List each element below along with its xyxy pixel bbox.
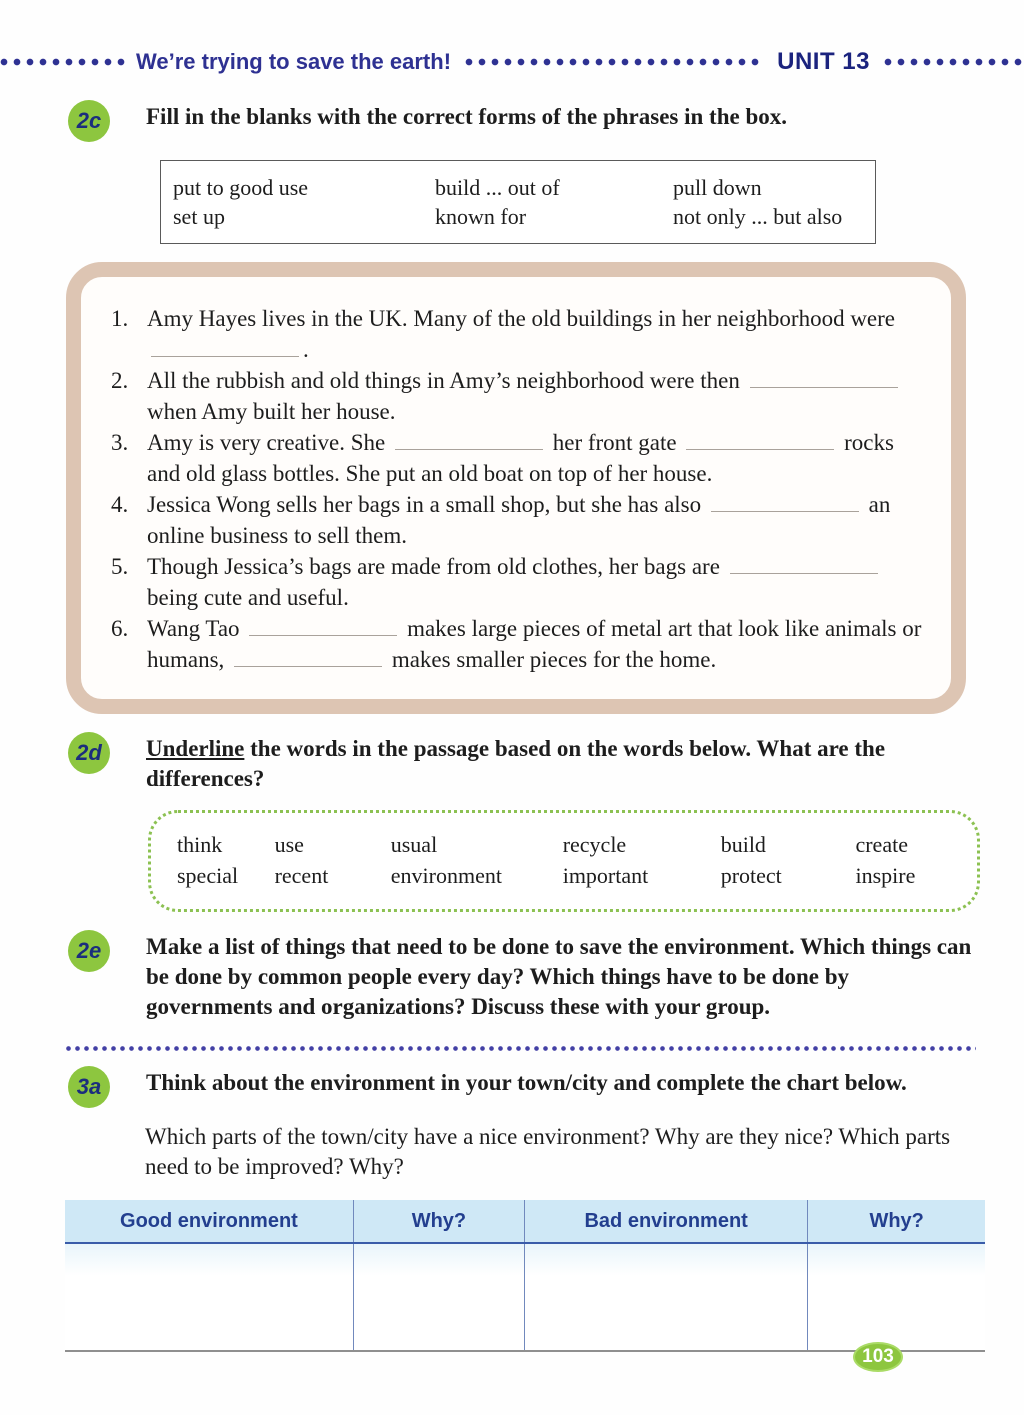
item-number: 6. (111, 616, 129, 641)
table-header-good-environment: Good environment (65, 1200, 354, 1242)
phrase-column (435, 173, 673, 231)
phrase: not only ... but also (673, 204, 843, 229)
fill-in-blank[interactable] (234, 653, 382, 667)
fill-in-blank[interactable] (686, 436, 834, 450)
section-2d-instruction (146, 734, 978, 794)
phrase-column (173, 173, 435, 231)
table-cell-bad-environment[interactable] (525, 1244, 808, 1350)
table-cell-why-2[interactable] (808, 1244, 985, 1350)
dotted-divider (66, 1046, 976, 1052)
header-dots-middle (465, 58, 763, 66)
word: build (720, 832, 766, 857)
item-text: All the rubbish and old things in Amy’s neighborhood were then when Amy built her house. (147, 365, 929, 427)
table-cell-good-environment[interactable] (65, 1244, 354, 1350)
word-row (177, 860, 967, 891)
section-badge-3a: 3a (68, 1066, 110, 1108)
unit-title: We’re trying to save the earth! (136, 49, 452, 74)
section-3a-header (68, 1068, 984, 1108)
section-badge-2c: 2c (68, 100, 110, 142)
word: inspire (855, 863, 916, 888)
page-number-badge: 103 (853, 1342, 903, 1372)
table-header-bad-environment: Bad environment (525, 1200, 808, 1242)
table-cell-why-1[interactable] (354, 1244, 525, 1350)
section-3a-instruction: Think about the environment in your town/city and complete the chart below. (146, 1070, 907, 1095)
exercise-item-3 (111, 427, 929, 489)
phrase: put to good use (173, 175, 309, 200)
item-text: Amy is very creative. She her front gate rocks and old glass bottles. She put an old boat on top of her house. (147, 430, 894, 486)
page-header (0, 48, 1024, 76)
word: special (177, 863, 239, 888)
exercise-item-4 (111, 489, 929, 551)
phrase-box (160, 160, 876, 244)
section-3a-question: Which parts of the town/city have a nice environment? Why are they nice? Which parts need to be improved? Why? (145, 1124, 951, 1179)
word: recent (274, 863, 329, 888)
exercise-frame (66, 262, 966, 714)
word: think (177, 832, 223, 857)
word-row (177, 829, 967, 860)
table-header-row (65, 1200, 985, 1244)
table-header-why-2: Why? (869, 1209, 924, 1232)
section-2e-instruction: Make a list of things that need to be done to save the environment. Which things can be done by common people every day? Which things have to be done by governments and organizations? Discuss these with your group. (146, 934, 972, 1019)
exercise-item-1 (111, 303, 929, 365)
item-text: Jessica Wong sells her bags in a small shop, but she has also an online business to sell them. (147, 492, 891, 548)
table-header-why-1: Why? (354, 1200, 525, 1242)
fill-in-blank[interactable] (151, 343, 299, 357)
exercise-item-6 (111, 613, 929, 675)
unit-label: UNIT 13 (777, 48, 870, 75)
word: usual (390, 832, 438, 857)
word: protect (720, 863, 782, 888)
phrase: known for (435, 204, 527, 229)
environment-table (65, 1200, 985, 1352)
item-number: 5. (111, 554, 129, 579)
fill-in-blank[interactable] (730, 560, 878, 574)
item-number: 1. (111, 306, 129, 331)
exercise-item-2 (111, 365, 929, 427)
exercise-item-5 (111, 551, 929, 613)
item-number: 4. (111, 492, 129, 517)
phrase: set up (173, 204, 225, 229)
section-2c-instruction: Fill in the blanks with the correct forms of the phrases in the box. (146, 104, 788, 129)
item-text: Amy Hayes lives in the UK. Many of the old buildings in her neighborhood were . (147, 306, 896, 362)
header-dots-right (884, 58, 1024, 66)
phrase: pull down (673, 175, 762, 200)
underlined-word: Underline (146, 736, 245, 761)
section-badge-2d: 2d (68, 732, 110, 774)
fill-in-blank[interactable] (249, 622, 397, 636)
phrase: build ... out of (435, 175, 560, 200)
item-text: Though Jessica’s bags are made from old clothes, her bags are being cute and useful. (147, 551, 929, 613)
word: recycle (562, 832, 627, 857)
word: create (855, 832, 908, 857)
item-text: Wang Tao makes large pieces of metal art that look like animals or humans, makes smaller pieces for the home. (147, 616, 922, 672)
table-body-row (65, 1244, 985, 1352)
word-box (148, 810, 980, 912)
instruction-rest: the words in the passage based on the words below. What are the differences? (146, 736, 886, 791)
section-2d-header (68, 734, 984, 794)
fill-in-blank[interactable] (750, 374, 898, 388)
phrase-column (673, 173, 861, 231)
header-dots-left (0, 58, 128, 66)
word: important (562, 863, 649, 888)
fill-in-blank[interactable] (711, 498, 859, 512)
section-badge-2e: 2e (68, 930, 110, 972)
word: environment (390, 863, 502, 888)
section-2c-header (68, 102, 984, 142)
item-number: 3. (111, 430, 129, 455)
fill-in-blank[interactable] (395, 436, 543, 450)
word: use (274, 832, 304, 857)
section-2e-header (68, 932, 984, 1022)
item-number: 2. (111, 368, 129, 393)
